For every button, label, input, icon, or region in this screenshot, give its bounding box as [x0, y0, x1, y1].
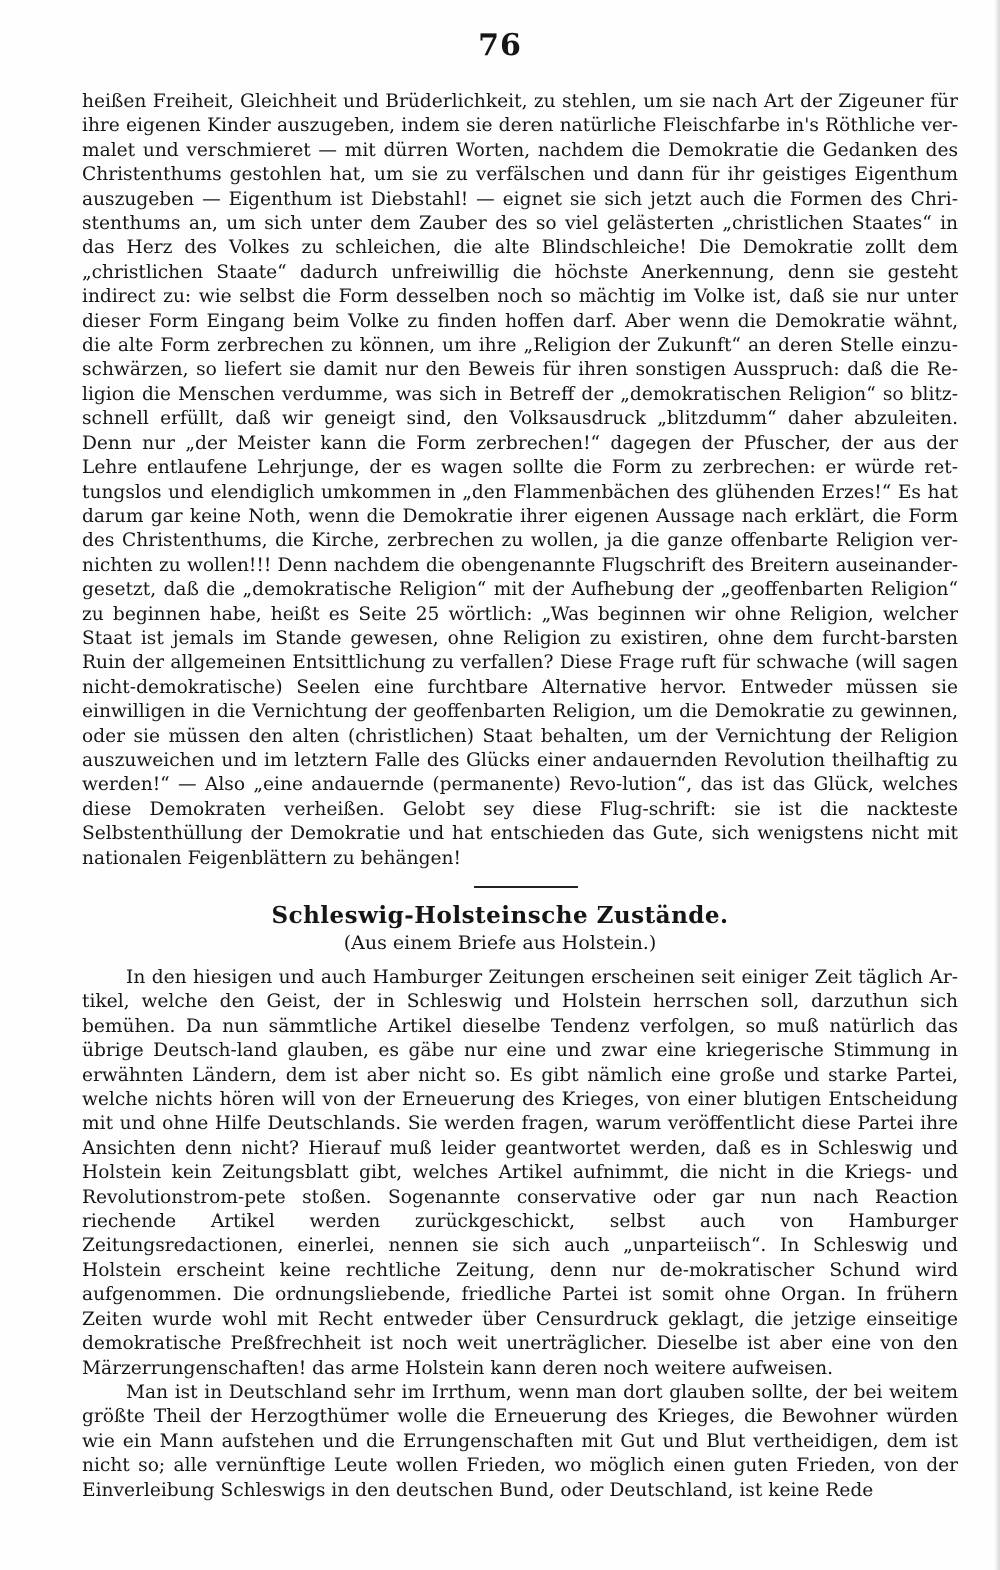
section-divider-rule: [474, 886, 578, 888]
continued-article-text-block: [82, 90, 958, 871]
page-edge-shadow: [994, 0, 1000, 1570]
section-body: [82, 966, 958, 1503]
page-number: 76: [478, 28, 522, 63]
section-subtitle: (Aus einem Briefe aus Holstein.): [343, 932, 657, 954]
continued-article-paragraph: heißen Freiheit, Gleichheit und Brüderlichkeit, zu stehlen, um sie nach Art der Zigeuner für ihre eigenen Kinder auszugeben, indem sie deren natürliche Fleischfarbe in's Röthliche ver-malet und verschmieret — mit dürren Worten, nachdem die Demokratie die Gedanken des Christenthums gestohlen hat, um sie zu verfälschen und dann für ihr geistiges Eigenthum auszugeben — Eigenthum ist Diebstahl! — eignet sie sich jetzt auch die Formen des Chri-stenthums an, um sich unter dem Zauber des so viel gelästerten „christlichen Staates“ in das Herz des Volkes zu schleichen, die alte Blindschleiche! Die Demokratie zollt dem „christlichen Staate“ dadurch unfreiwillig die höchste Anerkennung, denn sie gesteht indirect zu: wie selbst die Form desselben noch so mächtig im Volke ist, daß sie nur unter dieser Form Eingang beim Volke zu finden hoffen darf. Aber wenn die Demokratie wähnt, die alte Form zerbrechen zu können, um ihre „Religion der Zukunft“ an deren Stelle einzu-schwärzen, so liefert sie damit nur den Beweis für ihren sonstigen Ausspruch: daß die Re-ligion die Menschen verdumme, was sich in Betreff der „demokratischen Religion“ so blitz-schnell erfüllt, daß wir geneigt sind, den Volksausdruck „blitzdumm“ daher abzuleiten. Denn nur „der Meister kann die Form zerbrechen!“ dagegen der Pfuscher, der aus der Lehre entlaufene Lehrjunge, der es wagen sollte die Form zu zerbrechen: er würde ret-tungslos und elendiglich umkommen in „den Flammenbächen des glühenden Erzes!“ Es hat darum gar keine Noth, wenn die Demokratie ihrer eigenen Aussage nach erklärt, die Form des Christenthums, die Kirche, zerbrechen zu wollen, ja die ganze offenbarte Religion ver-nichten zu wollen!!! Denn nachdem die obengenannte Flugschrift des Breitern auseinander-gesetzt, daß die „demokratische Religion“ mit der Aufhebung der „geoffenbarten Religion“ zu beginnen habe, heißt es Seite 25 wörtlich: „Was beginnen wir ohne Religion, welcher Staat ist jemals im Stande gewesen, ohne Religion zu existiren, ohne dem furcht-barsten Ruin der allgemeinen Entsittlichung zu verfallen? Diese Frage ruft für schwache (will sagen nicht-demokratische) Seelen eine furchtbare Alternative hervor. Entweder müssen sie einwilligen in die Vernichtung der geoffenbarten Religion, um die Demokratie zu gewinnen, oder sie müssen den alten (christlichen) Staat behalten, um der Vernichtung der Religion auszuweichen und im letztern Falle des Glücks einer andauernden Revolution theilhaftig zu werden!“ — Also „eine andauernde (permanente) Revo-lution“, das ist das Glück, welches diese Demokraten verheißen. Gelobt sey diese Flug-schrift: sie ist die nackteste Selbstenthüllung der Demokratie und hat entschieden das Gute, sich wenigstens nicht mit nationalen Feigenblättern zu behängen!: [82, 91, 958, 869]
section-paragraph-1: In den hiesigen und auch Hamburger Zeitungen erscheinen seit einiger Zeit täglich Ar-tikel, welche den Geist, der in Schleswig und Holstein herrschen soll, darzuthun sich bemühen. Da nun sämmtliche Artikel dieselbe Tendenz verfolgen, so muß natürlich das übrige Deutsch-land glauben, es gäbe nur eine und zwar eine kriegerische Stimmung in erwähnten Ländern, dem ist aber nicht so. Es gibt nämlich eine große und starke Partei, welche nichts hören will von der Erneuerung des Krieges, von einer blutigen Entscheidung mit und ohne Hilfe Deutschlands. Sie werden fragen, warum veröffentlicht diese Partei ihre Ansichten denn nicht? Hierauf muß leider geantwortet werden, daß es in Schleswig und Holstein kein Zeitungsblatt gibt, welches Artikel aufnimmt, die nicht in die Kriegs- und Revolutionstrom-pete stoßen. Sogenannte conservative oder gar nun nach Reaction riechende Artikel werden zurückgeschickt, selbst auch von Hamburger Zeitungsredactionen, einerlei, nennen sie sich auch „unparteiisch“. In Schleswig und Holstein erscheint keine rechtliche Zeitung, denn nur de-mokratischer Schund wird aufgenommen. Die ordnungsliebende, friedliche Partei ist somit ohne Organ. In frühern Zeiten wurde wohl mit Recht entweder über Censurdruck geklagt, die jetzige einseitige demokratische Preßfrechheit ist noch weit unerträglicher. Dieselbe ist aber eine von den Märzerrungenschaften! das arme Holstein kann deren noch weitere aufweisen.: [82, 967, 958, 1379]
section-paragraph-2: Man ist in Deutschland sehr im Irrthum, wenn man dort glauben sollte, der bei weitem größte Theil der Herzogthümer wolle die Erneuerung des Krieges, die Bewohner würden wie ein Mann aufstehen und die Errungenschaften mit Gut und Blut vertheidigen, dem ist nicht so; alle vernünftige Leute wollen Frieden, wo möglich einen guten Frieden, von der Einverleibung Schleswigs in den deutschen Bund, oder Deutschland, ist keine Rede: [82, 1381, 958, 1501]
section-title: Schleswig-Holsteinsche Zustände.: [271, 902, 729, 929]
